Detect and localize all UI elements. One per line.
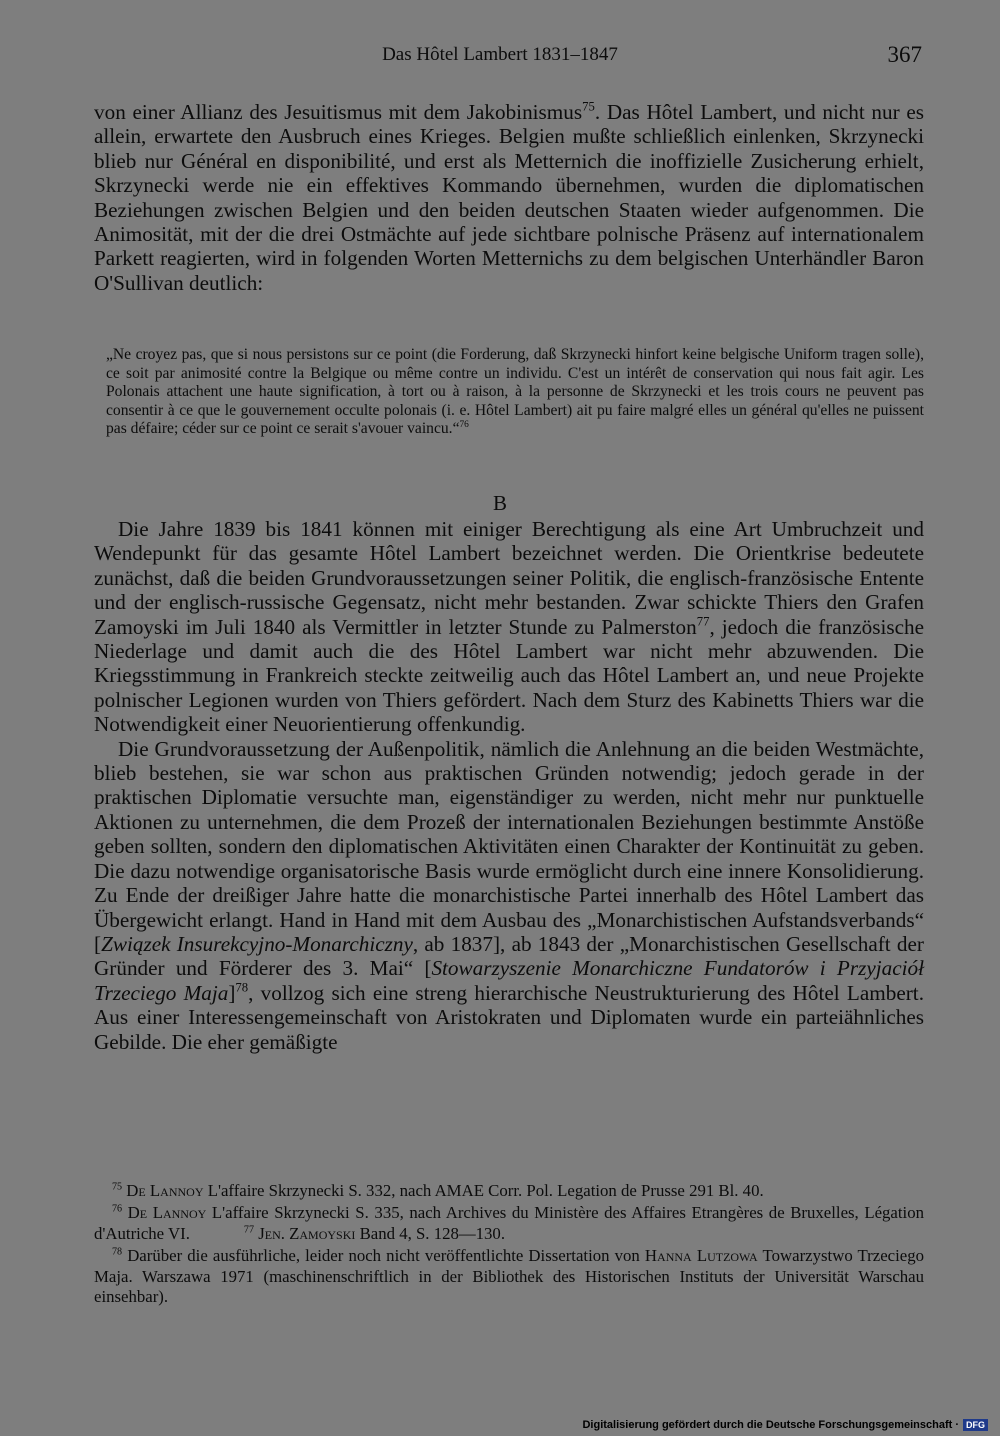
intro-text-part-1: von einer Allianz des Jesuitismus mit dem Jakobinismus <box>94 100 583 124</box>
section-b-p2-part-2: , ab 1837], ab 1843 der „Monarchistischen Gesellschaft der Gründer und Förderer des 3. Mai“ [ <box>94 931 924 981</box>
footnote-ref-76: 76 <box>459 419 469 430</box>
intro-paragraph <box>94 100 924 295</box>
section-b-paragraph-2 <box>94 737 924 1054</box>
section-b-text <box>94 517 924 1054</box>
footnote-author: Hanna Lutzowa <box>644 1246 758 1266</box>
section-b-p1-part-1: Die Jahre 1839 bis 1841 können mit einiger Berechtigung als eine Art Umbruchzeit und Wendepunkt für das gesamte Hôtel Lambert bezeichnet werden. Die Orientkrise bedeutete zunächst, daß die beiden Grundvoraussetzungen seiner Politik, die englisch-französische Entente und der englisch-russische Gegensatz, nicht mehr bestanden. Zwar schickte Thiers den Grafen Zamoyski im Juli 1840 als Vermittler in letzter Stunde zu Palmerston <box>94 517 924 639</box>
dfg-logo: DFG <box>963 1419 988 1431</box>
running-header-title: Das Hôtel Lambert 1831–1847 <box>382 44 618 65</box>
section-heading: B <box>492 491 507 515</box>
footnote-text: Band 4, S. 128—130. <box>355 1223 506 1243</box>
footnote-number: 77 <box>243 1224 254 1236</box>
section-b-p2-part-1: Die Grundvoraussetzung der Außenpolitik, nämlich die Anlehnung an die beiden Westmächte, blieb bestehen, sie war schon aus praktischen Gründen notwendig; jedoch gerade in der praktischen Diplomatie versuchte man, eigenständiger zu werden, nicht mehr nur punktuelle Aktionen zu unternehmen, die dem Prozeß der internationalen Beziehungen bestimmte Anstöße geben sollten, sondern den diplomatischen Aktivitäten einen Charakter der Kontinuität zu geben. Die dazu notwendige organisatorische Basis wurde ermöglicht durch eine innere Konsolidierung. Zu Ende der dreißiger Jahre hatte die monarchistische Partei innerhalb des Hôtel Lambert das Übergewicht erlangt. Hand in Hand mit dem Ausbau des „Monarchistischen Aufstandsverbands“ [ <box>94 736 924 956</box>
footnote-text: Towarzystwo Trzeciego Maja. Warszawa 1971 (maschinenschriftlich in der Bibliothek des Historischen Instituts der Universität Warschau einsehbar). <box>94 1246 925 1307</box>
footnote-text: Darüber die ausführliche, leider noch nicht veröffentlichte Dissertation von <box>122 1246 645 1266</box>
digitization-credit-text: Digitalisierung gefördert durch die Deutsche Forschungsgemeinschaft · <box>582 1419 959 1431</box>
footnotes <box>94 1181 924 1307</box>
footnote-ref-77: 77 <box>696 614 710 629</box>
quote-text: „Ne croyez pas, que si nous persistons sur ce point (die Forderung, daß Skrzynecki hinfort keine belgische Uniform tragen solle), ce soit par animosité contre la Belgique ou même contre un individu. C'est un intérêt de conservation qui nous fait agir. Les Polonais attachent une haute signification, à tort ou à raison, à la personne de Skrzynecki et les trois cours ne peuvent pas consentir à ce que le gouvernement occulte polonais (i. e. Hôtel Lambert) ait pu faire malgré elles un général qu'elles ne puissent pas défaire; céder sur ce point ce serait s'avouer vaincu.“ <box>106 346 924 437</box>
section-b-paragraph-1 <box>94 517 924 737</box>
footnote-text: L'affaire Skrzynecki S. 335, nach Archives du Ministère des Affaires Etrangères de Bruxelles, Légation d'Autriche VI. <box>94 1203 924 1243</box>
footnote-78 <box>94 1246 924 1307</box>
footnote-number: 78 <box>112 1246 123 1258</box>
intro-paragraph-block <box>94 100 924 295</box>
section-b-italic-title-2: Stowarzyszenie Monarchiczne Fundatorów i Przyjaciół Trzeciego Maja <box>94 956 924 1005</box>
footnote-author: De Lannoy <box>126 1181 204 1200</box>
section-b-p2-part-3: ] <box>228 980 236 1005</box>
footnote-number: 75 <box>112 1181 123 1193</box>
digitization-credit <box>582 1414 988 1436</box>
footnote-75 <box>94 1181 924 1201</box>
section-b-p1-part-2: , jedoch die französische Niederlage und damit auch die des Hôtel Lambert war nicht mehr abzuwenden. Die Kriegsstimmung in Frankreich steckte zeitweilig auch das Hôtel Lambert an, und neue Projekte polnischer Legionen wurden von Thiers gefördert. Nach dem Sturz des Kabinetts Thiers war die Notwendigkeit einer Neuorientierung offenkundig. <box>94 614 924 737</box>
footnote-text: L'affaire Skrzynecki S. 332, nach AMAE Corr. Pol. Legation de Prusse 291 Bl. 40. <box>203 1181 764 1200</box>
footnote-author: Jen. Zamoyski <box>258 1223 356 1243</box>
section-b-italic-title-1: Związek Insurekcyjno-Monarchiczny <box>101 931 413 956</box>
footnote-76-77 <box>94 1203 924 1244</box>
footnote-number: 76 <box>112 1203 123 1215</box>
metternich-quote <box>106 346 924 439</box>
footnote-ref-75: 75 <box>582 99 595 114</box>
footnote-ref-78: 78 <box>235 980 249 995</box>
page-number: 367 <box>887 42 922 67</box>
section-b-p2-part-4: , vollzog sich eine streng hierarchische Neustrukturierung des Hôtel Lambert. Aus einer Interessengemeinschaft von Aristokraten und Diplomaten wurde ein parteiähnliches Gebilde. Die eher gemäßigte <box>94 980 924 1054</box>
intro-text-part-2: . Das Hôtel Lambert, und nicht nur es allein, erwartete den Ausbruch eines Krieges. Belgien mußte schließlich einlenken, Skrzynecki blieb nur Général en disponibilité, und erst als Metternich die inoffizielle Zusicherung erhielt, Skrzynecki werde nie ein effektives Kommando übernehmen, wurden die diplomatischen Beziehungen zwischen Belgien und den beiden deutschen Staaten wieder aufgenommen. Die Animosität, mit der die drei Ostmächte auf jede sichtbare polnische Präsenz auf internationalem Parkett reagierten, wird in folgenden Worten Metternichs zu dem belgischen Unterhändler Baron O'Sullivan deutlich: <box>94 100 925 295</box>
footnote-author: De Lannoy <box>127 1203 207 1223</box>
